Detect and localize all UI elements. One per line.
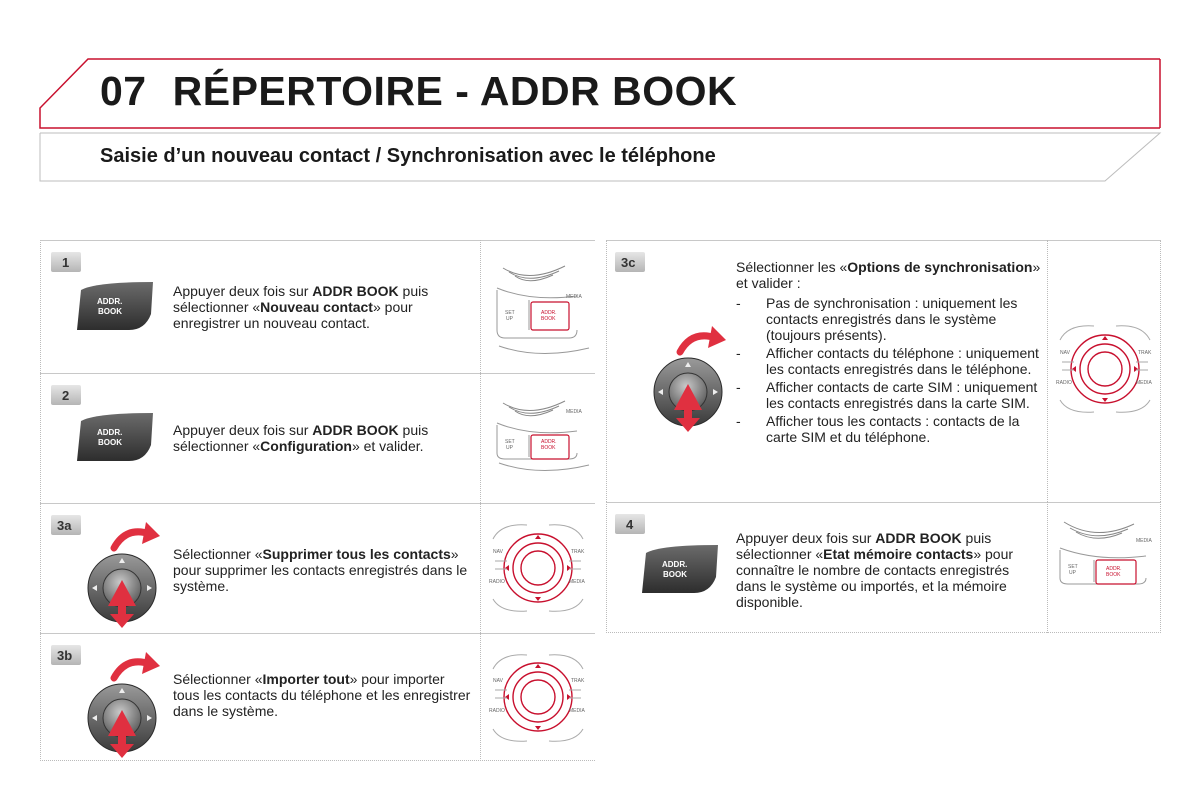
diagram-media-label: MEDIA bbox=[1136, 538, 1152, 544]
badge-label: 4 bbox=[626, 517, 634, 532]
diagram-nav-label: NAV bbox=[1060, 350, 1070, 356]
button-label-line2: BOOK bbox=[663, 570, 687, 579]
chapter-number: 07 bbox=[100, 68, 147, 114]
step-badge-3a bbox=[49, 513, 83, 537]
addr-book-button-icon bbox=[640, 543, 720, 595]
list-item-text: Afficher contacts de carte SIM : uniquement les contacts enregistrés dans la carte SIM. bbox=[766, 379, 1038, 411]
badge-label: 3b bbox=[57, 648, 73, 663]
text-bold: Configuration bbox=[260, 438, 352, 454]
list-dash: - bbox=[736, 379, 741, 395]
addr-book-button-icon bbox=[75, 411, 155, 463]
text-bold: Importer tout bbox=[262, 671, 350, 687]
control-panel-diagram bbox=[480, 240, 595, 373]
step-badge-3b bbox=[49, 643, 83, 667]
diagram-book-label: BOOK bbox=[541, 316, 556, 322]
step-1-text bbox=[173, 283, 478, 331]
list-item bbox=[736, 379, 1041, 411]
button-label-line2: BOOK bbox=[98, 438, 122, 447]
text-part: » pour importer tous les contacts du téléphone et les enregistrer dans le système. bbox=[173, 671, 471, 719]
diagram-addr-label: ADDR. bbox=[541, 439, 557, 445]
diagram-up-label: UP bbox=[506, 316, 513, 322]
list-dash: - bbox=[736, 295, 741, 311]
diagram-trak-label: TRAK bbox=[1138, 350, 1152, 356]
text-part: » pour enregistrer un nouveau contact. bbox=[173, 299, 413, 331]
list-item bbox=[736, 345, 1041, 377]
diagram-nav-label: NAV bbox=[493, 678, 503, 684]
diagram-book-label: BOOK bbox=[1106, 572, 1121, 578]
step-3c-intro bbox=[736, 259, 1041, 291]
addr-book-button-icon bbox=[75, 280, 155, 332]
section-subtitle: Saisie d’un nouveau contact / Synchronisation avec le téléphone bbox=[100, 145, 716, 167]
step-3a-text bbox=[173, 546, 473, 594]
diagram-addr-label: ADDR. bbox=[1106, 566, 1122, 572]
media-panel-illustration bbox=[1048, 502, 1161, 633]
text-part: » pour supprimer les contacts enregistrés dans le système. bbox=[173, 546, 468, 594]
text-part: Appuyer deux fois sur bbox=[173, 422, 313, 438]
diagram-media-label: MEDIA bbox=[569, 579, 585, 585]
text-bold: Supprimer tous les contacts bbox=[262, 546, 451, 562]
text-bold: Options de synchronisation bbox=[847, 259, 1033, 275]
text-bold: ADDR BOOK bbox=[875, 530, 962, 546]
text-part: Appuyer deux fois sur bbox=[173, 283, 313, 299]
control-panel-diagram bbox=[1047, 502, 1161, 633]
diagram-trak-label: TRAK bbox=[571, 678, 585, 684]
step-3c bbox=[606, 240, 1161, 502]
text-bold: Etat mémoire contacts bbox=[823, 546, 974, 562]
step-3b-text bbox=[173, 671, 473, 719]
list-item bbox=[736, 413, 1041, 445]
nav-dial-diagram bbox=[480, 503, 595, 633]
text-bold: ADDR BOOK bbox=[312, 422, 399, 438]
button-label-line2: BOOK bbox=[98, 307, 122, 316]
nav-dial-illustration bbox=[481, 503, 595, 633]
list-item-text: Afficher tous les contacts : contacts de la carte SIM et du téléphone. bbox=[766, 413, 1020, 445]
step-4-text bbox=[736, 530, 1041, 610]
diagram-media-label: MEDIA bbox=[1136, 380, 1152, 386]
list-dash: - bbox=[736, 413, 741, 429]
nav-dial-illustration bbox=[1048, 240, 1161, 502]
diagram-book-label: BOOK bbox=[541, 445, 556, 451]
text-bold: Nouveau contact bbox=[260, 299, 373, 315]
text-part: » pour connaître le nombre de contacts enregistrés dans le système ou importés, et la mémoire disponible. bbox=[736, 546, 1014, 610]
diagram-nav-label: NAV bbox=[493, 549, 503, 555]
button-label-line1: ADDR. bbox=[662, 560, 688, 569]
list-item bbox=[736, 295, 1041, 343]
step-3b bbox=[40, 633, 595, 761]
step-badge-3c bbox=[613, 250, 647, 274]
diagram-radio-label: RADIO bbox=[489, 579, 505, 585]
text-part: Sélectionner « bbox=[173, 546, 263, 562]
page-title bbox=[100, 68, 737, 115]
rotary-knob-press-icon bbox=[84, 518, 160, 628]
text-part: Sélectionner « bbox=[173, 671, 263, 687]
diagram-set-label: SET bbox=[505, 310, 515, 316]
text-bold: ADDR BOOK bbox=[312, 283, 399, 299]
text-part: Sélectionner les « bbox=[736, 259, 848, 275]
step-2 bbox=[40, 373, 595, 503]
step-3c-text bbox=[736, 259, 1041, 447]
diagram-up-label: UP bbox=[1069, 570, 1076, 576]
rotary-knob-press-icon bbox=[650, 322, 726, 432]
diagram-trak-label: TRAK bbox=[571, 549, 585, 555]
rotary-knob-press-icon bbox=[84, 648, 160, 758]
badge-label: 3a bbox=[57, 518, 72, 533]
diagram-media-label: MEDIA bbox=[569, 708, 585, 714]
control-panel-diagram bbox=[480, 373, 595, 503]
diagram-media-label: MEDIA bbox=[566, 294, 582, 300]
text-part: puis sélectionner « bbox=[173, 422, 429, 454]
text-part: puis sélectionner « bbox=[736, 530, 992, 562]
list-dash: - bbox=[736, 345, 741, 361]
step-4 bbox=[606, 502, 1161, 633]
diagram-addr-label: ADDR. bbox=[541, 310, 557, 316]
step-3a bbox=[40, 503, 595, 633]
step-badge-4 bbox=[613, 512, 647, 536]
list-item-text: Pas de synchronisation : uniquement les contacts enregistrés dans le système (toujours présents). bbox=[766, 295, 1018, 343]
chapter-title: RÉPERTOIRE - ADDR BOOK bbox=[172, 68, 738, 114]
text-part: Appuyer deux fois sur bbox=[736, 530, 876, 546]
button-label-line1: ADDR. bbox=[97, 428, 123, 437]
badge-label: 3c bbox=[621, 255, 636, 270]
badge-label: 1 bbox=[62, 255, 70, 270]
media-panel-illustration bbox=[481, 240, 595, 373]
media-panel-illustration bbox=[481, 373, 595, 503]
nav-dial-diagram bbox=[480, 633, 595, 761]
button-label-line1: ADDR. bbox=[97, 297, 123, 306]
text-part: » et valider. bbox=[351, 438, 424, 454]
diagram-radio-label: RADIO bbox=[1056, 380, 1072, 386]
badge-label: 2 bbox=[62, 388, 70, 403]
step-badge-1 bbox=[49, 250, 83, 274]
nav-dial-illustration bbox=[481, 633, 595, 761]
diagram-set-label: SET bbox=[505, 439, 515, 445]
step-1 bbox=[40, 240, 595, 373]
list-item-text: Afficher contacts du téléphone : uniquement les contacts enregistrés dans le téléphone. bbox=[766, 345, 1039, 377]
text-part: puis sélectionner « bbox=[173, 283, 429, 315]
step-badge-2 bbox=[49, 383, 83, 407]
diagram-set-label: SET bbox=[1068, 564, 1078, 570]
diagram-radio-label: RADIO bbox=[489, 708, 505, 714]
step-2-text bbox=[173, 422, 478, 454]
text-part: » et valider : bbox=[736, 259, 1041, 291]
diagram-media-label: MEDIA bbox=[566, 409, 582, 415]
sync-options-list bbox=[736, 295, 1041, 445]
nav-dial-diagram bbox=[1047, 240, 1161, 502]
diagram-up-label: UP bbox=[506, 445, 513, 451]
